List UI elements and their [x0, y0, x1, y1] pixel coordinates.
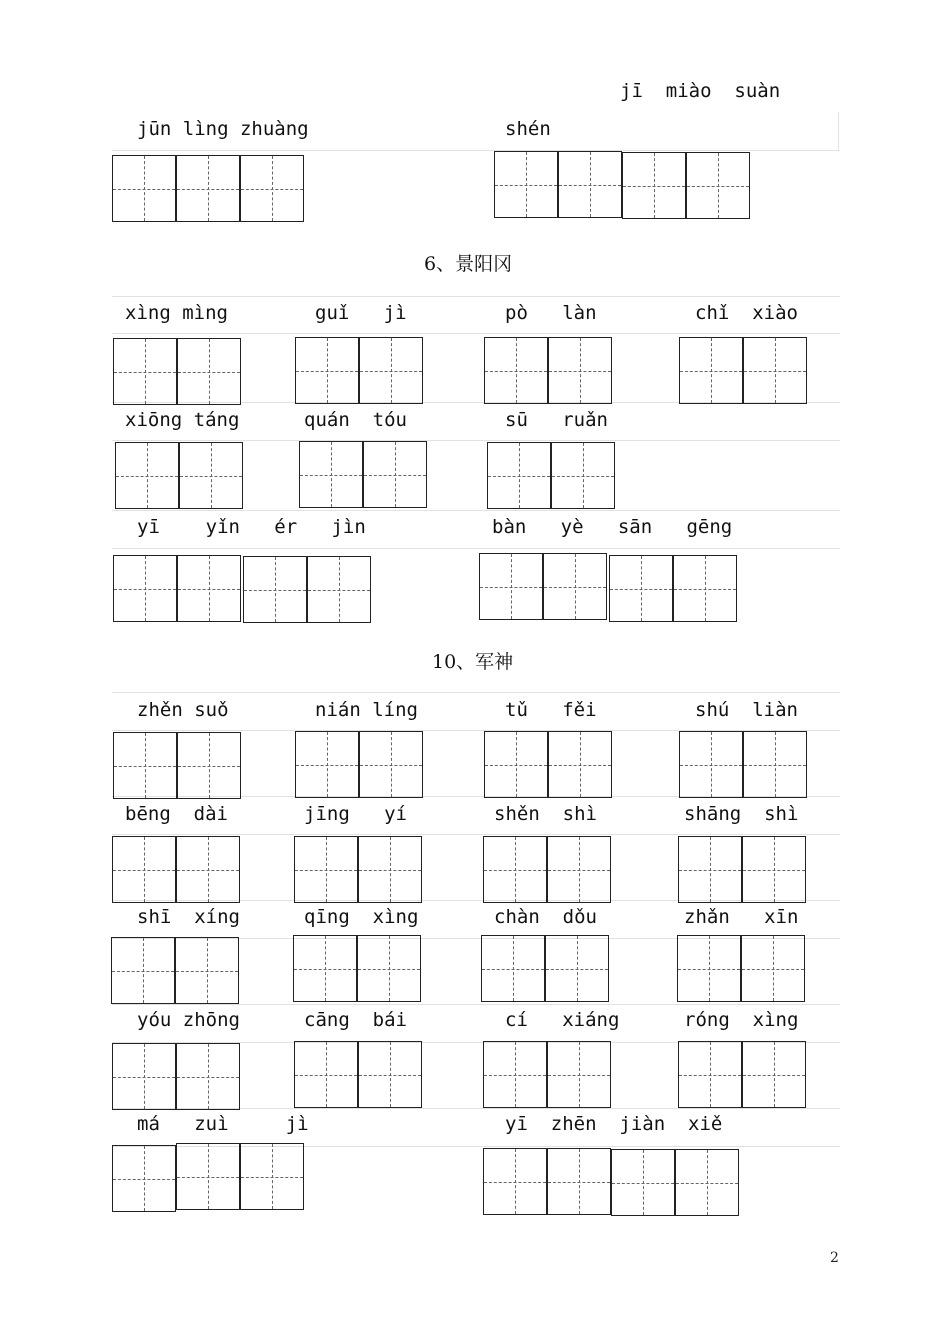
writing-cell[interactable]: [743, 731, 807, 798]
page-number: 2: [830, 1250, 839, 1266]
writing-cell[interactable]: [686, 152, 750, 219]
writing-cell[interactable]: [359, 731, 423, 798]
rule-line: [112, 150, 840, 151]
writing-cell[interactable]: [611, 1149, 675, 1216]
writing-cell[interactable]: [483, 1041, 547, 1108]
rule-line: [112, 510, 840, 511]
writing-cell[interactable]: [113, 732, 177, 799]
pinyin-prompt: yóu zhōng: [137, 1009, 240, 1031]
pinyin-prompt: xìng mìng: [125, 302, 228, 324]
writing-cell[interactable]: [483, 1148, 547, 1215]
writing-cell[interactable]: [622, 152, 686, 219]
pinyin-prompt: jī miào suàn: [620, 80, 781, 102]
writing-cell[interactable]: [358, 1041, 422, 1108]
writing-cell[interactable]: [294, 836, 358, 903]
pinyin-prompt: jūn lìng zhuàng: [137, 118, 309, 140]
lesson-title: 6、景阳冈: [424, 253, 513, 275]
writing-cell[interactable]: [548, 731, 612, 798]
writing-cell[interactable]: [673, 555, 737, 622]
writing-cell[interactable]: [487, 442, 551, 509]
pinyin-prompt: sū ruǎn: [505, 409, 608, 431]
writing-cell[interactable]: [483, 836, 547, 903]
writing-cell[interactable]: [111, 937, 175, 1004]
writing-cell[interactable]: [484, 337, 548, 404]
rule-line: [112, 333, 840, 334]
rule-line: [112, 1004, 840, 1005]
writing-cell[interactable]: [678, 1041, 742, 1108]
rule-line: [112, 440, 840, 441]
pinyin-prompt: chàn dǒu: [494, 906, 597, 928]
writing-cell[interactable]: [494, 151, 558, 218]
pinyin-prompt: chǐ xiào: [695, 302, 798, 324]
writing-cell[interactable]: [112, 1145, 176, 1212]
pinyin-prompt: má zuì jì: [137, 1113, 309, 1135]
pinyin-prompt: cāng bái: [304, 1009, 407, 1031]
writing-cell[interactable]: [741, 935, 805, 1002]
writing-cell[interactable]: [609, 555, 673, 622]
writing-cell[interactable]: [484, 731, 548, 798]
writing-cell[interactable]: [179, 442, 243, 509]
writing-cell[interactable]: [113, 338, 177, 405]
writing-cell[interactable]: [295, 731, 359, 798]
pinyin-prompt: zhěn suǒ: [137, 699, 229, 721]
writing-cell[interactable]: [742, 836, 806, 903]
writing-cell[interactable]: [294, 1041, 358, 1108]
pinyin-prompt: bēng dài: [125, 803, 228, 825]
pinyin-prompt: zhǎn xīn: [684, 906, 799, 928]
writing-cell[interactable]: [742, 1041, 806, 1108]
lesson-title: 10、军神: [432, 651, 514, 673]
writing-cell[interactable]: [743, 337, 807, 404]
writing-cell[interactable]: [176, 1143, 240, 1210]
writing-cell[interactable]: [177, 338, 241, 405]
pinyin-prompt: shěn shì: [494, 803, 597, 825]
writing-cell[interactable]: [358, 836, 422, 903]
writing-cell[interactable]: [240, 155, 304, 222]
pinyin-prompt: róng xìng: [684, 1009, 799, 1031]
pinyin-prompt: yī zhēn jiàn xiě: [505, 1113, 723, 1135]
pinyin-prompt: xiōng táng: [125, 409, 240, 431]
writing-cell[interactable]: [112, 836, 176, 903]
writing-cell[interactable]: [679, 731, 743, 798]
pinyin-prompt: tǔ fěi: [505, 699, 597, 721]
pinyin-prompt: shén: [505, 118, 551, 140]
writing-cell[interactable]: [115, 442, 179, 509]
rule-line: [112, 296, 840, 297]
writing-cell[interactable]: [547, 836, 611, 903]
pinyin-prompt: bàn yè sān gēng: [492, 516, 733, 538]
writing-cell[interactable]: [359, 337, 423, 404]
writing-cell[interactable]: [299, 441, 363, 508]
writing-cell[interactable]: [551, 442, 615, 509]
writing-cell[interactable]: [545, 935, 609, 1002]
writing-cell[interactable]: [176, 155, 240, 222]
writing-cell[interactable]: [295, 337, 359, 404]
writing-cell[interactable]: [293, 935, 357, 1002]
writing-cell[interactable]: [543, 553, 607, 620]
pinyin-prompt: qīng xìng: [304, 906, 419, 928]
pinyin-prompt: guǐ jì: [315, 302, 407, 324]
writing-cell[interactable]: [548, 337, 612, 404]
pinyin-prompt: pò làn: [505, 302, 597, 324]
pinyin-prompt: nián líng: [315, 699, 418, 721]
writing-cell[interactable]: [357, 935, 421, 1002]
writing-cell[interactable]: [547, 1148, 611, 1215]
pinyin-prompt: shú liàn: [695, 699, 798, 721]
writing-cell[interactable]: [481, 935, 545, 1002]
rule-line: [838, 112, 839, 150]
writing-cell[interactable]: [240, 1143, 304, 1210]
rule-line: [112, 692, 840, 693]
writing-cell[interactable]: [175, 937, 239, 1004]
writing-cell[interactable]: [176, 836, 240, 903]
writing-cell[interactable]: [176, 1043, 240, 1110]
writing-cell[interactable]: [243, 556, 307, 623]
pinyin-prompt: shī xíng: [137, 906, 240, 928]
writing-cell[interactable]: [677, 935, 741, 1002]
writing-cell[interactable]: [558, 151, 622, 218]
writing-cell[interactable]: [177, 732, 241, 799]
writing-cell[interactable]: [678, 836, 742, 903]
rule-line: [112, 548, 840, 549]
writing-cell[interactable]: [679, 337, 743, 404]
writing-cell[interactable]: [112, 1043, 176, 1110]
rule-line: [112, 834, 840, 835]
pinyin-prompt: quán tóu: [304, 409, 407, 431]
writing-cell[interactable]: [113, 555, 177, 622]
writing-cell[interactable]: [177, 555, 241, 622]
pinyin-prompt: shāng shì: [684, 803, 799, 825]
pinyin-prompt: yī yǐn ér jìn: [137, 516, 366, 538]
pinyin-prompt: cí xiáng: [505, 1009, 620, 1031]
writing-cell[interactable]: [112, 155, 176, 222]
writing-cell[interactable]: [307, 556, 371, 623]
pinyin-prompt: jīng yí: [304, 803, 407, 825]
writing-cell[interactable]: [675, 1149, 739, 1216]
writing-cell[interactable]: [547, 1041, 611, 1108]
writing-cell[interactable]: [363, 441, 427, 508]
writing-cell[interactable]: [479, 553, 543, 620]
